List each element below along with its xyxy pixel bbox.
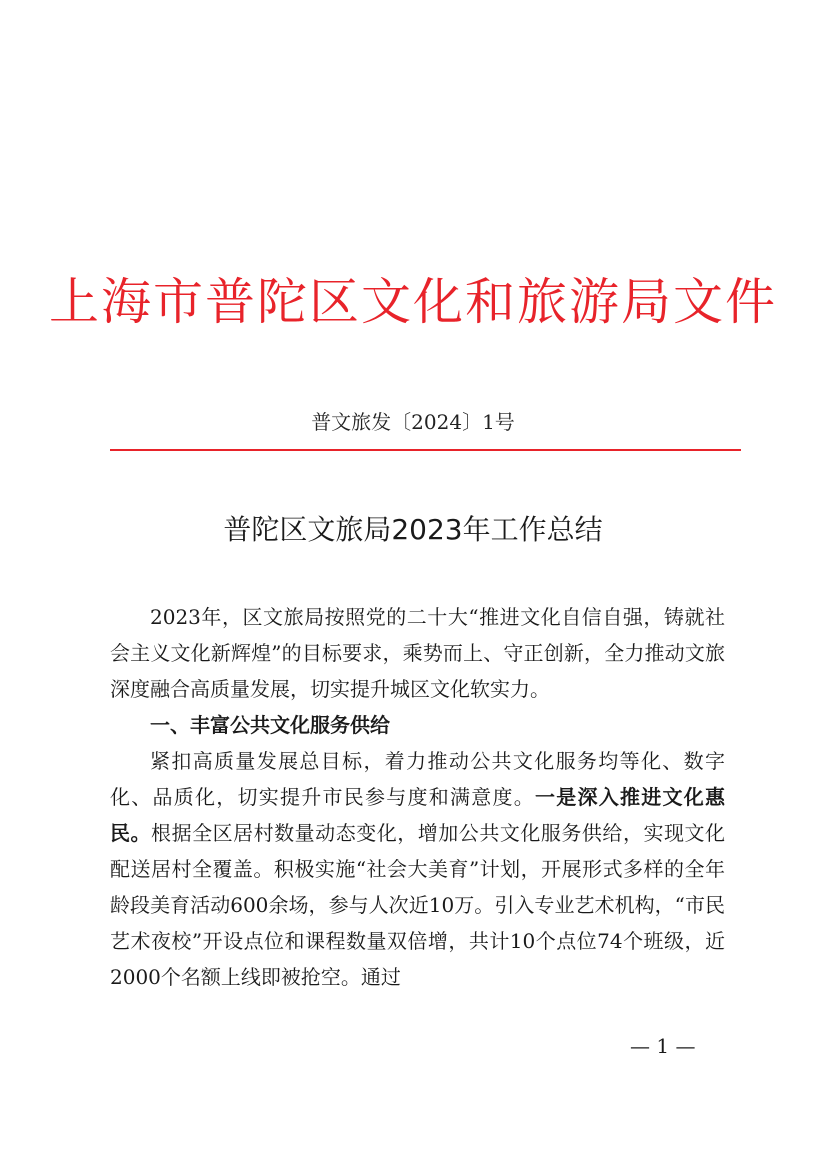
red-divider	[110, 449, 741, 451]
section-heading: 一、丰富公共文化服务供给	[150, 713, 390, 737]
document-number: 普文旅发〔2024〕1号	[311, 410, 515, 434]
bold-point: 一是深入推进文化惠民。	[110, 785, 725, 845]
paragraph-rest: 根据全区居村数量动态变化，增加公共文化服务供给，实现文化配送居村全覆盖。积极实施“社会大美育”计划，开展形式多样的全年龄段美育活动600余场，参与人次近10万。引入专业艺术机构，“市民艺术夜校”开设点位和课程数量双倍增，共计10个点位74个班级，近2000个名额上线即被抢空。通过	[110, 821, 726, 989]
page-number: — 1 —	[630, 1034, 696, 1058]
section-paragraph	[110, 743, 725, 995]
paragraph-lead: 紧扣高质量发展总目标，着力推动公共文化服务均等化、数字化、品质化，切实提升市民参与度和满意度。	[110, 749, 725, 809]
intro-paragraph: 2023年，区文旅局按照党的二十大“推进文化自信自强，铸就社会主义文化新辉煌”的目标要求，乘势而上、守正创新，全力推动文旅深度融合高质量发展，切实提升城区文化软实力。	[110, 605, 725, 701]
document-body	[110, 599, 725, 995]
document-title: 普陀区文旅局2023年工作总结	[223, 513, 603, 546]
issuer-heading: 上海市普陀区文化和旅游局文件	[49, 273, 777, 331]
